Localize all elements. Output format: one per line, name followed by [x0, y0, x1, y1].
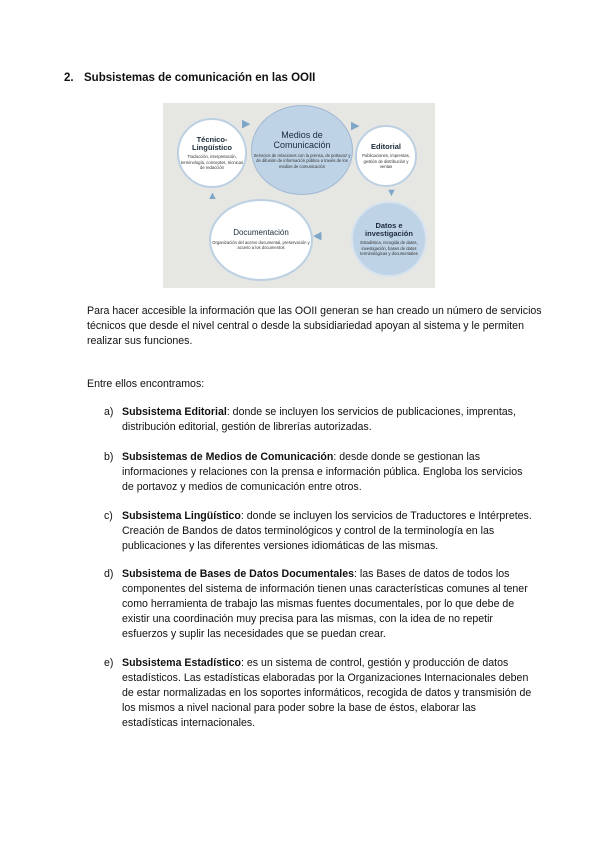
node-title: Documentación — [233, 228, 289, 238]
node-title: Datos e investigación — [365, 220, 413, 239]
list-item — [104, 405, 534, 435]
arrow-down-icon: ▼ — [386, 187, 397, 199]
subsystems-diagram — [163, 103, 435, 288]
list-item-term: Subsistema Lingüístico — [122, 510, 241, 522]
node-editorial — [355, 125, 417, 187]
list-marker: c) — [104, 510, 113, 522]
list-item-text: : desde donde se gestionan las informaciones y relaciones con la prensa e información pública. Engloba los servicios de portavoz y medios de comunicación entre otros. — [122, 451, 523, 493]
arrow-right-icon: ▶ — [242, 118, 251, 130]
node-title: Medios de Comunicación — [273, 130, 331, 151]
list-marker: a) — [104, 406, 114, 418]
list-item — [104, 567, 534, 642]
entre-ellos-text: Entre ellos encontramos: — [87, 378, 205, 390]
list-marker: b) — [104, 451, 114, 463]
arrow-up-icon: ▲ — [207, 190, 218, 202]
section-title: Subsistemas de comunicación en las OOII — [84, 72, 316, 84]
list-item-term: Subsistema Editorial — [122, 406, 227, 418]
list-item-term: Subsistemas de Medios de Comunicación — [122, 451, 334, 463]
list-item — [104, 656, 534, 731]
list-marker: e) — [104, 657, 114, 669]
list-item — [104, 509, 534, 554]
arrow-left-icon: ◀ — [313, 230, 322, 242]
node-text: Traducción, interpretación, terminología, conceptos, técnicas de redacción — [180, 154, 244, 170]
node-text: Publicaciones, imprentas, gestión de distribución y ventas — [362, 153, 410, 169]
list-item-text: : donde se incluyen los servicios de publicaciones, imprentas, distribución editorial, gestión de librerías autorizadas. — [122, 406, 516, 433]
node-medios-comunicacion — [251, 105, 353, 195]
node-title: Editorial — [370, 142, 401, 151]
node-text: Organización del acervo documental, preservación y acceso a los documentos — [212, 240, 310, 251]
node-text: Servicios de relaciones con la prensa, de portavoz y de difusión de información pública a través de los medios de comunicación — [253, 153, 351, 169]
list-item-term: Subsistema Estadístico — [122, 657, 241, 669]
intro-paragraph: Para hacer accesible la información que las OOII generan se han creado un número de servicios técnicos que desde el nivel central o desde la subsidiariedad apoyan al sistema y le permiten realizar sus funciones. — [87, 305, 542, 347]
section-heading — [64, 72, 315, 84]
node-datos-investigacion — [351, 201, 427, 277]
node-documentacion — [209, 199, 313, 281]
list-item-text: : donde se incluyen los servicios de Traductores e Intérpretes. Creación de Bandos de datos terminológicos y control de la terminología en las publicaciones y las diferentes versiones idiomáticas de las mismas. — [122, 510, 532, 552]
list-item — [104, 450, 534, 495]
list-item-text: : es un sistema de control, gestión y producción de datos estadísticos. Las estadísticas elaboradas por la Organizaciones Internacionales deben de estar normalizadas en los soportes informáticos, recogida de datos y transmisión de los mismos a nivel nacional para poder sobre la base de éstos, elaborar las estadísticas internacionales. — [122, 657, 532, 729]
arrow-right-icon: ▶ — [351, 120, 360, 132]
list-item-text: : las Bases de datos de todos los componentes del sistema de información tienen unas características comunes al tener como herramienta de trabajo las mismas fuentes documentales, por lo que debe de existir una coordinación muy precisa para las mismas, con la idea de no repetir esfuerzos y suplir las necesidades que se puedan crear. — [122, 568, 528, 640]
node-text: Estadística, recogida de datos, investigación, bases de datos terminológicas y documentales — [360, 240, 418, 256]
list-item-term: Subsistema de Bases de Datos Documentales — [122, 568, 354, 580]
node-tecnico-linguistico — [177, 118, 247, 188]
list-marker: d) — [104, 568, 114, 580]
section-number: 2. — [64, 72, 74, 84]
node-title: Técnico-Lingüístico — [192, 134, 232, 153]
